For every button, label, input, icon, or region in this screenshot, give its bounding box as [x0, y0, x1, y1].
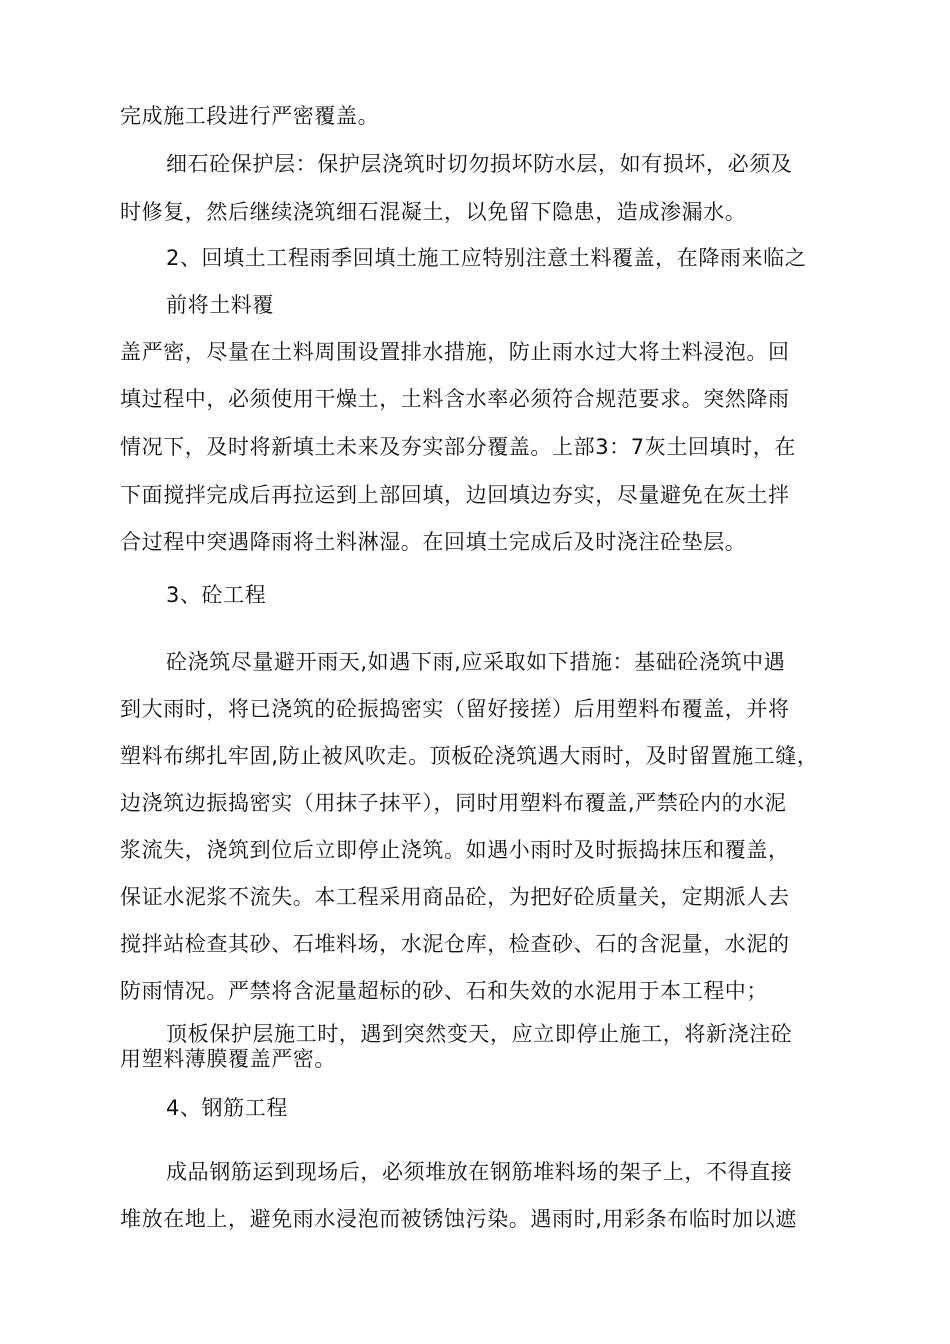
paragraph-line: 到大雨时，将已浇筑的砼振捣密实（留好接搓）后用塑料布覆盖，并将 [120, 697, 790, 721]
paragraph-line: 盖严密，尽量在土料周围设置排水措施，防止雨水过大将土料浸泡。回 [120, 340, 790, 364]
section-heading: 3、砼工程 [166, 583, 267, 607]
paragraph-line: 细石砼保护层：保护层浇筑时切勿损坏防水层，如有损坏，必须及 [166, 152, 793, 176]
paragraph-line: 填过程中，必须使用干燥土，土料含水率必须符合规范要求。突然降雨 [120, 387, 790, 411]
section-heading: 4、钢筋工程 [166, 1096, 288, 1120]
paragraph-line: 前将土料覆 [166, 293, 274, 317]
paragraph-line: 合过程中突遇降雨将土料淋湿。在回填土完成后及时浇注砼垫层。 [120, 530, 747, 554]
paragraph-line: 堆放在地上，避免雨水浸泡而被锈蚀污染。遇雨时,用彩条布临时加以遮 [120, 1207, 797, 1231]
paragraph-line: 保证水泥浆不流失。本工程采用商品砼，为把好砼质量关，定期派人去 [120, 885, 790, 909]
section-heading: 2、回填土工程雨季回填土施工应特别注意土料覆盖，在降雨来临之 [166, 246, 807, 270]
paragraph-line: 砼浇筑尽量避开雨天,如遇下雨,应采取如下措施：基础砼浇筑中遇 [166, 650, 786, 674]
paragraph-line: 边浇筑边振捣密实（用抹子抹平），同时用塑料布覆盖,严禁砼内的水泥 [120, 791, 787, 815]
paragraph-line: 成品钢筋运到现场后，必须堆放在钢筋堆料场的架子上，不得直接 [166, 1160, 793, 1184]
paragraph-line: 顶板保护层施工时，遇到突然变天，应立即停止施工，将新浇注砼 [166, 1022, 793, 1046]
paragraph-line: 搅拌站检查其砂、石堆料场，水泥仓库，检查砂、石的含泥量，水泥的 [120, 932, 790, 956]
paragraph-line: 浆流失，浇筑到位后立即停止浇筑。如遇小雨时及时振捣抹压和覆盖， [120, 838, 790, 862]
paragraph-line: 情况下，及时将新填土未来及夯实部分覆盖。上部3：7灰土回填时，在 [120, 435, 796, 459]
paragraph-line: 用塑料薄膜覆盖严密。 [120, 1047, 336, 1071]
paragraph-line: 塑料布绑扎牢固,防止被风吹走。顶板砼浇筑遇大雨时，及时留置施工缝， [120, 744, 819, 768]
paragraph-line: 下面搅拌完成后再拉运到上部回填，边回填边夯实，尽量避免在灰土拌 [120, 483, 790, 507]
paragraph-line: 时修复，然后继续浇筑细石混凝土，以免留下隐患，造成渗漏水。 [120, 200, 747, 224]
paragraph-line: 防雨情况。严禁将含泥量超标的砂、石和失效的水泥用于本工程中； [120, 979, 768, 1003]
paragraph-line: 完成施工段进行严密覆盖。 [120, 104, 380, 128]
